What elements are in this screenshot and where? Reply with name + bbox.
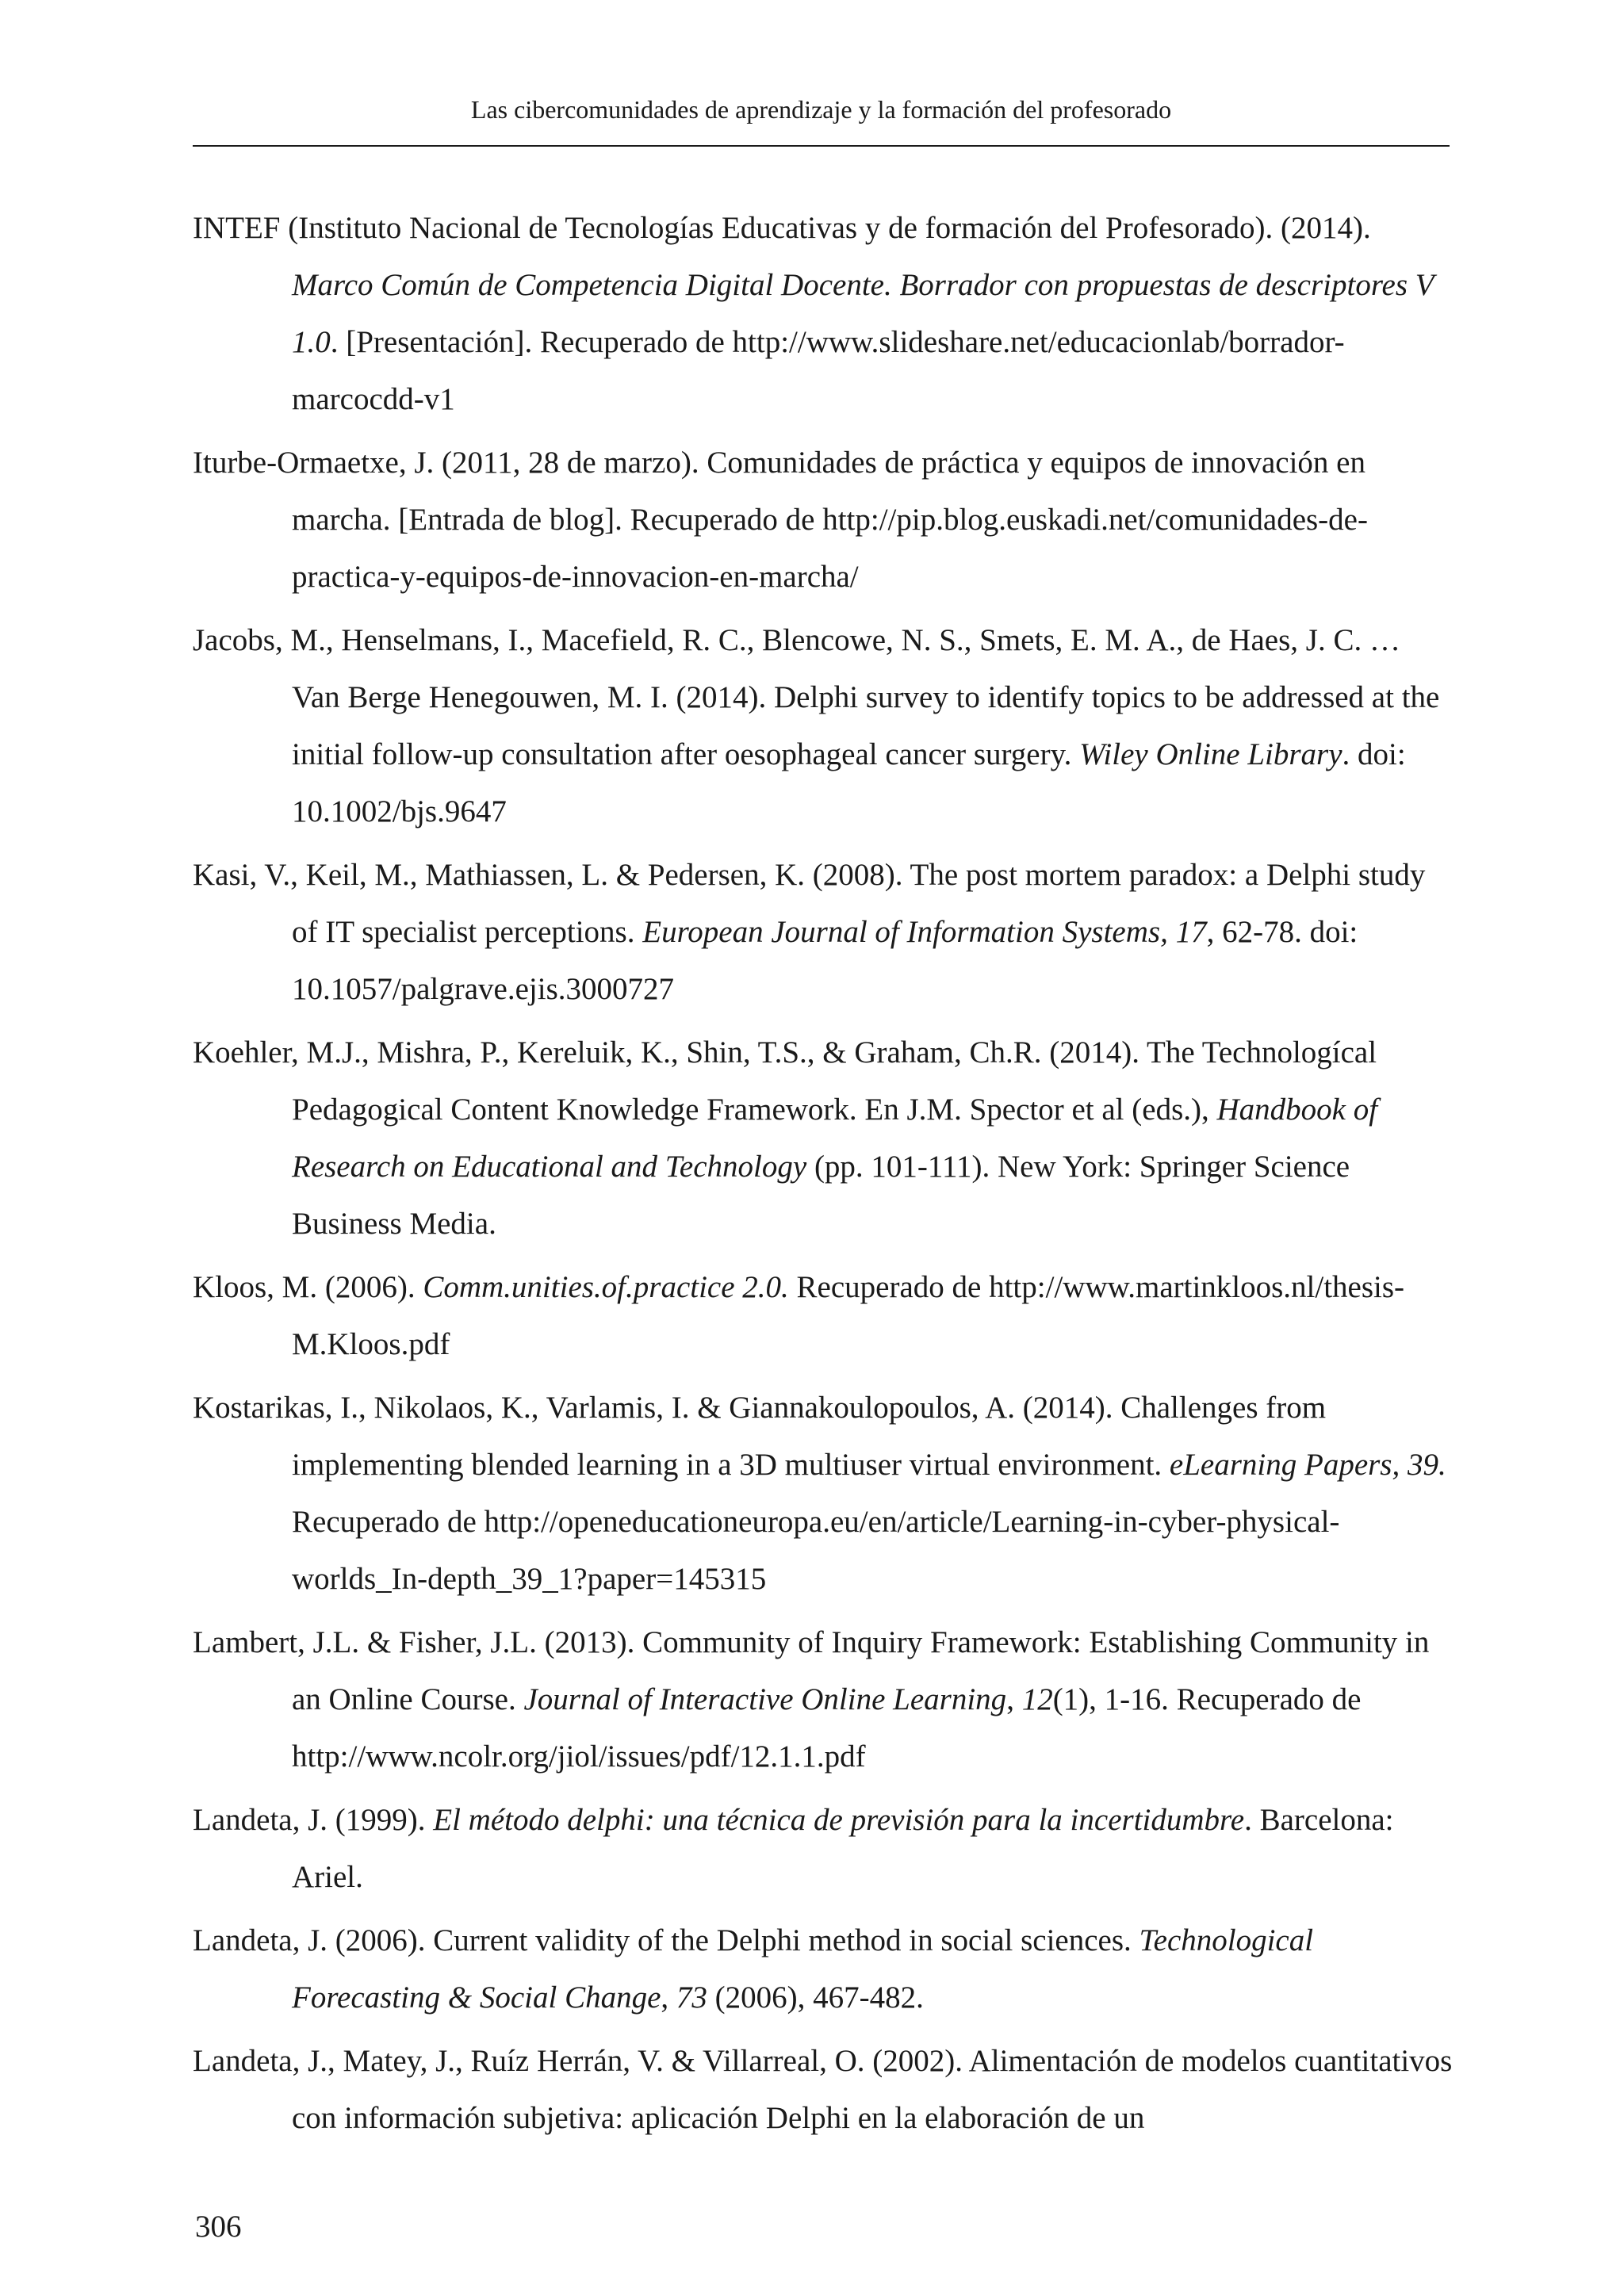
reference-title: Comm.unities.of.practice 2.0. (423, 1270, 789, 1304)
reference-volume: 73 (676, 1980, 707, 2015)
reference-text: Kloos, M. (2006). (193, 1270, 423, 1304)
running-header: Las cibercomunidades de aprendizaje y la formación del profesorado (470, 95, 1172, 124)
reference-text: INTEF (Instituto Nacional de Tecnologías Educativas y de formación del Profesorado). (2014). (193, 211, 1371, 245)
reference-title: Technological Forecasting & Social Change (292, 1923, 1314, 2015)
reference-entry (193, 612, 1454, 840)
reference-entry (193, 1380, 1454, 1608)
reference-text: Kostarikas, I., Nikolaos, K., Varlamis, I. & Giannakoulopoulos, A. (2014). Challenges from implementing blended learning in a 3D multiuser virtual environment. (193, 1391, 1327, 1482)
reference-text: Landeta, J. (1999). (193, 1803, 434, 1837)
reference-text: , (1006, 1682, 1022, 1716)
reference-entry (193, 1259, 1454, 1373)
reference-text: . doi: 10.1002/bjs.9647 (292, 737, 1406, 828)
reference-text: . Barcelona: Ariel. (292, 1803, 1394, 1894)
header-rule (193, 145, 1450, 147)
reference-title: Wiley Online Library (1079, 737, 1342, 771)
reference-entry (193, 1614, 1454, 1785)
reference-text: Recuperado de http://openeducationeuropa.eu/en/article/Learning-in-cyber-physical-worlds_In-depth_39_1?paper=145315 (292, 1505, 1340, 1596)
reference-title: Journal of Interactive Online Learning (523, 1682, 1007, 1716)
reference-title: El método delphi: una técnica de previsión para la incertidumbre (433, 1803, 1245, 1837)
reference-entry (193, 847, 1454, 1018)
reference-text: (pp. 101-111). New York: Springer Science Business Media. (292, 1150, 1350, 1241)
reference-title: European Journal of Information Systems, 17 (642, 915, 1207, 949)
reference-text: , (661, 1980, 676, 2015)
reference-text: Jacobs, M., Henselmans, I., Macefield, R. C., Blencowe, N. S., Smets, E. M. A., de Haes, J. C. … Van Berge Henegouwen, M. I. (2014). Delphi survey to identify topics to be addressed at the initial follow-up consultation after oesophageal cancer surgery. (193, 623, 1440, 771)
reference-title: eLearning Papers, 39. (1169, 1448, 1446, 1482)
reference-text: . [Presentación]. Recuperado de http://www.slideshare.net/educacionlab/borrador-marcocdd-v1 (292, 325, 1345, 416)
reference-title: Marco Común de Competencia Digital Docente. Borrador con propuestas de descriptores V 1.0 (292, 268, 1434, 359)
reference-text: Landeta, J., Matey, J., Ruíz Herrán, V. & Villarreal, O. (2002). Alimentación de modelos cuantitativos con información subjetiva: aplicación Delphi en la elaboración de un (193, 2044, 1453, 2135)
reference-volume: 12 (1021, 1682, 1053, 1716)
reference-entry (193, 2033, 1454, 2147)
reference-text: Koehler, M.J., Mishra, P., Kereluik, K., Shin, T.S., & Graham, Ch.R. (2014). The Technologícal Pedagogical Content Knowledge Framework. En J.M. Spector et al (eds.), (193, 1035, 1377, 1127)
reference-text: , 62-78. doi: 10.1057/palgrave.ejis.3000727 (292, 915, 1358, 1006)
reference-text: Kasi, V., Keil, M., Mathiassen, L. & Pedersen, K. (2008). The post mortem paradox: a Delphi study of IT specialist perceptions. (193, 858, 1426, 949)
reference-entry (193, 1912, 1454, 2026)
reference-entry (193, 1792, 1454, 1906)
reference-title: Handbook of Research on Educational and Technology (292, 1093, 1378, 1184)
reference-list (193, 200, 1454, 2153)
reference-entry (193, 434, 1454, 606)
reference-text: Recuperado de http://www.martinkloos.nl/thesis-M.Kloos.pdf (292, 1270, 1405, 1361)
reference-text: (2006), 467-482. (707, 1980, 924, 2015)
reference-text: (1), 1-16. Recuperado de http://www.ncolr.org/jiol/issues/pdf/12.1.1.pdf (292, 1682, 1362, 1774)
reference-entry (193, 200, 1454, 428)
reference-text: Lambert, J.L. & Fisher, J.L. (2013). Community of Inquiry Framework: Establishing Community in an Online Course. (193, 1625, 1430, 1716)
page-number: 306 (195, 2210, 242, 2244)
reference-text: Landeta, J. (2006). Current validity of the Delphi method in social sciences. (193, 1923, 1139, 1957)
reference-entry (193, 1024, 1454, 1253)
reference-text: Iturbe-Ormaetxe, J. (2011, 28 de marzo). Comunidades de práctica y equipos de innovación en marcha. [Entrada de blog]. Recuperado de http://pip.blog.euskadi.net/comunidades-de-practica-y-equipos-de-innovacion-en-marcha/ (193, 446, 1368, 594)
